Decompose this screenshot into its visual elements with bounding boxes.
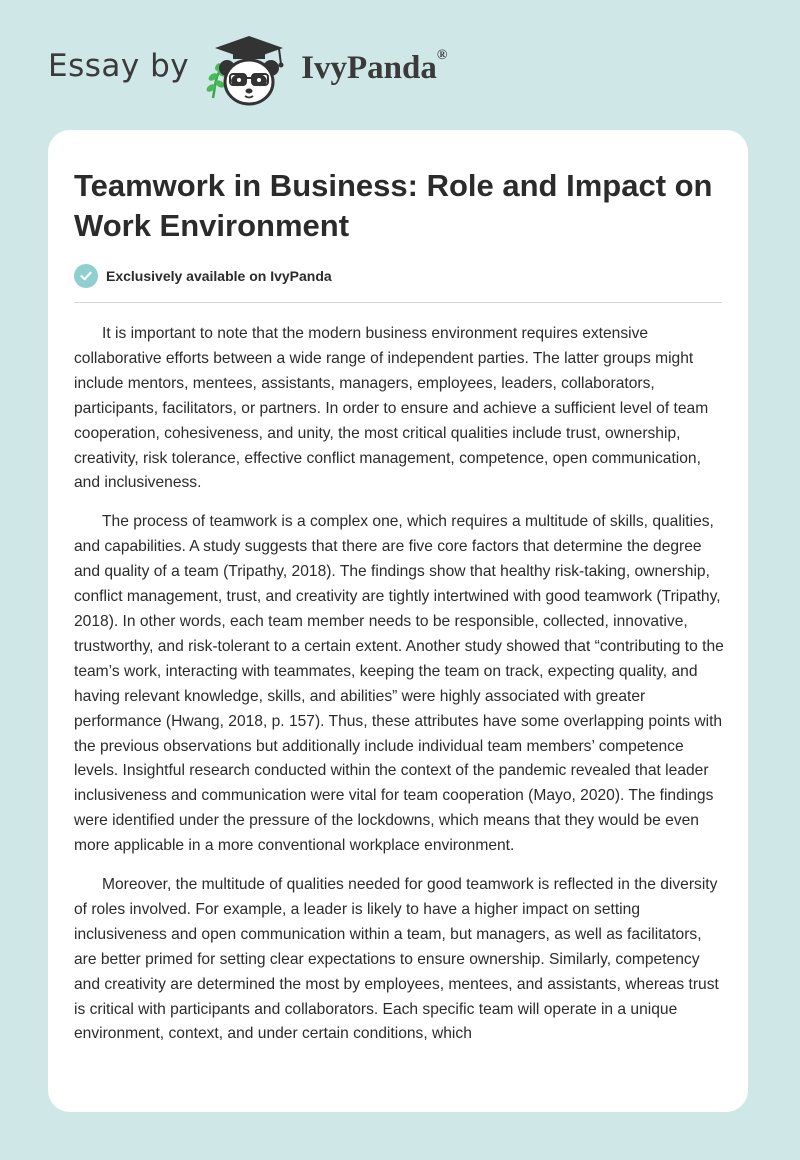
essay-title: Teamwork in Business: Role and Impact on Work Environment — [74, 168, 713, 243]
essay-body — [74, 322, 724, 1061]
brand-name[interactable]: IvyPanda® — [301, 47, 448, 86]
site-header — [48, 30, 447, 110]
panda-logo-icon[interactable] — [201, 30, 297, 110]
check-circle-icon — [74, 264, 98, 288]
exclusive-badge-label: Exclusively available on IvyPanda — [106, 268, 332, 284]
paragraph: The process of teamwork is a complex one, which requires a multitude of skills, qualities, and capabilities. A study suggests that there are five core factors that determine the degree and quality of a team (Tripathy, 2018). The findings show that healthy risk-taking, ownership, conflict management, trust, and creativity are tightly intertwined with good teamwork (Tripathy, 2018). In other words, each team member needs to be responsible, collected, innovative, trustworthy, and risk-tolerant to a certain extent. Another study showed that “contributing to the team’s work, interacting with teammates, keeping the team on track, expecting quality, and having relevant knowledge, skills, and abilities” were highly associated with greater performance (Hwang, 2018, p. 157). Thus, these attributes have some overlapping points with the previous observations but additionally include individual team members’ competence levels. Insightful research conducted within the context of the pandemic revealed that leader inclusiveness and communication were vital for team cooperation (Mayo, 2020). The findings were identified under the pressure of the lockdowns, which means that they would be even more applicable in a more conventional workplace environment. — [74, 513, 724, 855]
essay-card — [48, 130, 748, 1112]
exclusive-badge — [74, 264, 332, 288]
registered-mark: ® — [436, 47, 448, 63]
divider — [74, 302, 722, 303]
essay-by-label: Essay by — [48, 48, 190, 84]
paragraph: Moreover, the multitude of qualities needed for good teamwork is reflected in the diversity of roles involved. For example, a leader is likely to have a higher impact on setting inclusiveness and open communication within a team, but managers, as well as facilitators, are better primed for setting clear expectations to ensure ownership. Similarly, competency and creativity are determined the most by employees, mentees, and assistants, whereas trust is critical with participants and collaborators. Each specific team will operate in a unique environment, context, and under certain conditions, which — [74, 876, 719, 1043]
paragraph: It is important to note that the modern business environment requires extensive collaborative efforts between a wide range of independent parties. The latter groups might include mentors, mentees, assistants, managers, employees, leaders, collaborators, participants, facilitators, or partners. In order to ensure and achieve a sufficient level of team cooperation, cohesiveness, and unity, the most critical qualities include trust, ownership, creativity, risk tolerance, effective conflict management, competence, open communication, and inclusiveness. — [74, 325, 709, 492]
